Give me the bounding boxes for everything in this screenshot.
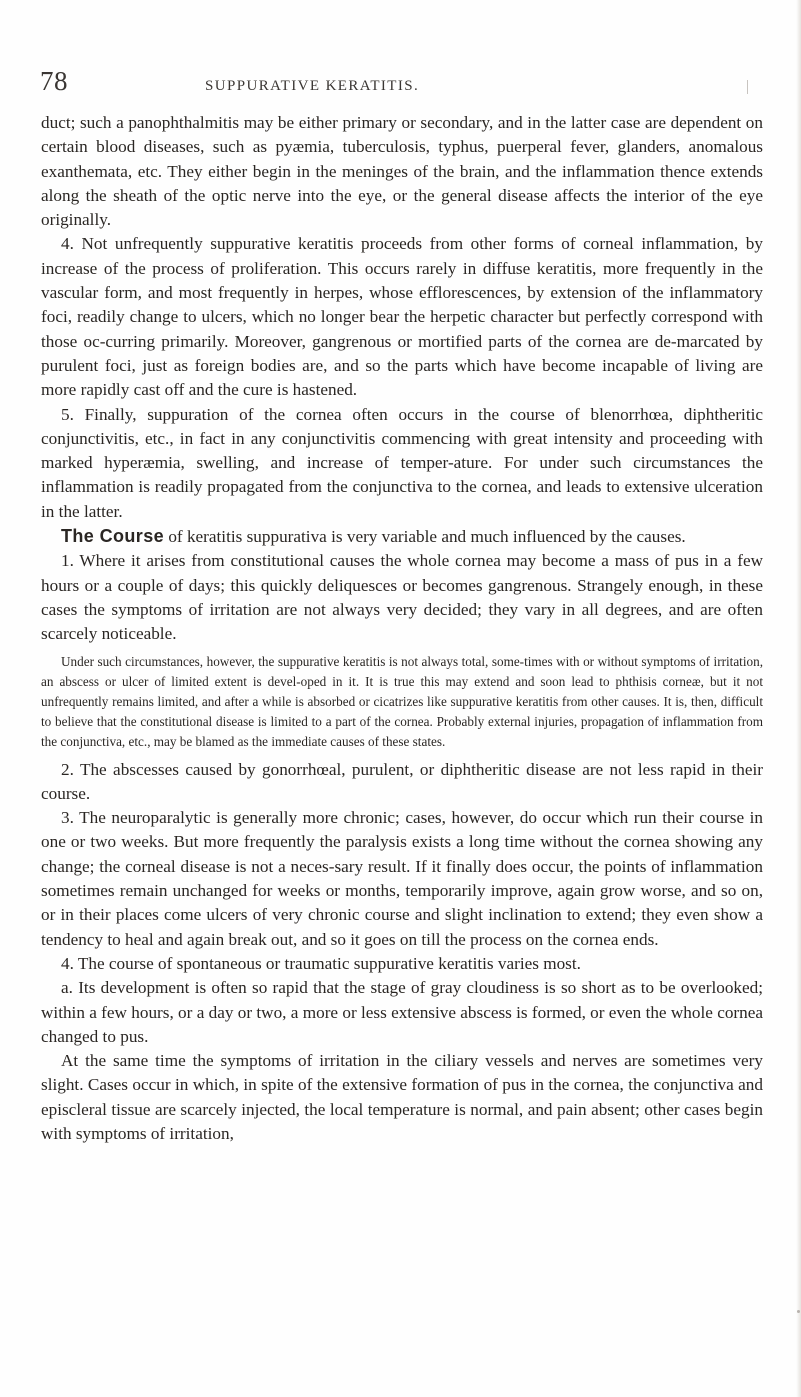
paragraph-course-4a: a. Its development is often so rapid that the stage of gray cloudiness is so short as to be overlooked; within a few hours, or a day or two, a more or less extensive abscess is formed, or even the whole cornea changed to pus. [41,978,763,1046]
paragraph-item-5: 5. Finally, suppuration of the cornea often occurs in the course of blenorrhœa, diphtheritic conjunctivitis, etc., in fact in any conjunctivitis commencing with great intensity and proceeding with marked hyperæmia, swelling, and increase of temper-ature. For under such circumstances the inflammation is readily propagated from the conjunctiva to the cornea, and leads to extensive ulceration in the latter. [41,404,763,521]
paragraph-course [41,524,763,549]
paragraph-course-1: 1. Where it arises from constitutional causes the whole cornea may become a mass of pus in a few hours or a couple of days; this quickly deliquesces or becomes gangrenous. Strangely enough, in these cases the symptoms of irritation are not always very decided; they vary in all degrees, and are often scarcely noticeable. [41,551,763,644]
paragraph-course-2: 2. The abscesses caused by gonorrhœal, purulent, or diphtheritic disease are not less rapid in their course. [41,759,763,803]
paragraph-course-text: of keratitis suppurativa is very variable and much influenced by the causes. [164,527,686,547]
paragraph-course-4: 4. The course of spontaneous or traumatic suppurative keratitis varies most. [61,953,581,973]
paragraph-item-4: 4. Not unfrequently suppurative keratitis proceeds from other forms of corneal inflammation, by increase of the process of proliferation. This occurs rarely in diffuse keratitis, more frequently in the vascular form, and most frequently in herpes, whose efflorescences, by extension of the inflammatory foci, readily change to ulcers, which no longer bear the herpetic character but perfectly correspond with those oc-curring primarily. Moreover, gangrenous or mortified parts of the cornea are de-marcated by purulent foci, just as foreign bodies are, and so the parts which have become incapable of living are more rapidly cast off and the cure is hastened. [41,234,763,400]
page-edge [796,0,801,1397]
paragraph-continuation: duct; such a panophthalmitis may be either primary or secondary, and in the latter case are dependent on certain blood diseases, such as pyæmia, tuberculosis, typhus, puerperal fever, glanders, anomalous exanthemata, etc. They either begin in the meninges of the brain, and the inflammation thence extends along the sheath of the optic nerve into the eye, or the general disease affects the interior of the eye originally. [41,113,763,230]
small-print-note: Under such circumstances, however, the suppurative keratitis is not always total, some-times with or without symptoms of irritation, an abscess or ulcer of limited extent is devel-oped in it. It is true this may extend and soon lead to phthisis corneæ, but it not unfrequently remains limited, and after a while is absorbed or cicatrizes like suppurative keratitis from other causes. It is, then, difficult to believe that the constitutional disease is limited to a part of the cornea. Probably external injuries, propagation of inflammation from the conjunctiva, etc., may be blamed as the immediate causes of these states. [41,653,763,750]
page-header [40,66,760,102]
paragraph-irritation: At the same time the symptoms of irritation in the ciliary vessels and nerves are sometimes very slight. Cases occur in which, in spite of the extensive formation of pus in the cornea, the conjunctiva and episcleral tissue are scarcely injected, the local temperature is normal, and pain absent; other cases begin with symptoms of irritation, [41,1051,763,1143]
section-heading-course: The Course [61,526,165,547]
page-number: 78 [40,66,68,96]
paragraph-course-3: 3. The neuroparalytic is generally more chronic; cases, however, do occur which run their course in one or two weeks. But more frequently the paralysis exists a long time without the cornea showing any change; the corneal disease is not a neces-sary result. If it finally does occur, the points of inflammation sometimes remain unchanged for weeks or months, temporarily improve, again grow worse, and so on, or in their places come ulcers of very chronic course and slight inclination to extend; they even show a tendency to heal and again break out, and so it goes on till the process on the cornea ends. [41,808,763,949]
margin-mark [747,80,750,94]
body-text [41,111,763,1146]
paper-speck [797,1310,800,1313]
running-head: SUPPURATIVE KERATITIS. [205,78,420,94]
